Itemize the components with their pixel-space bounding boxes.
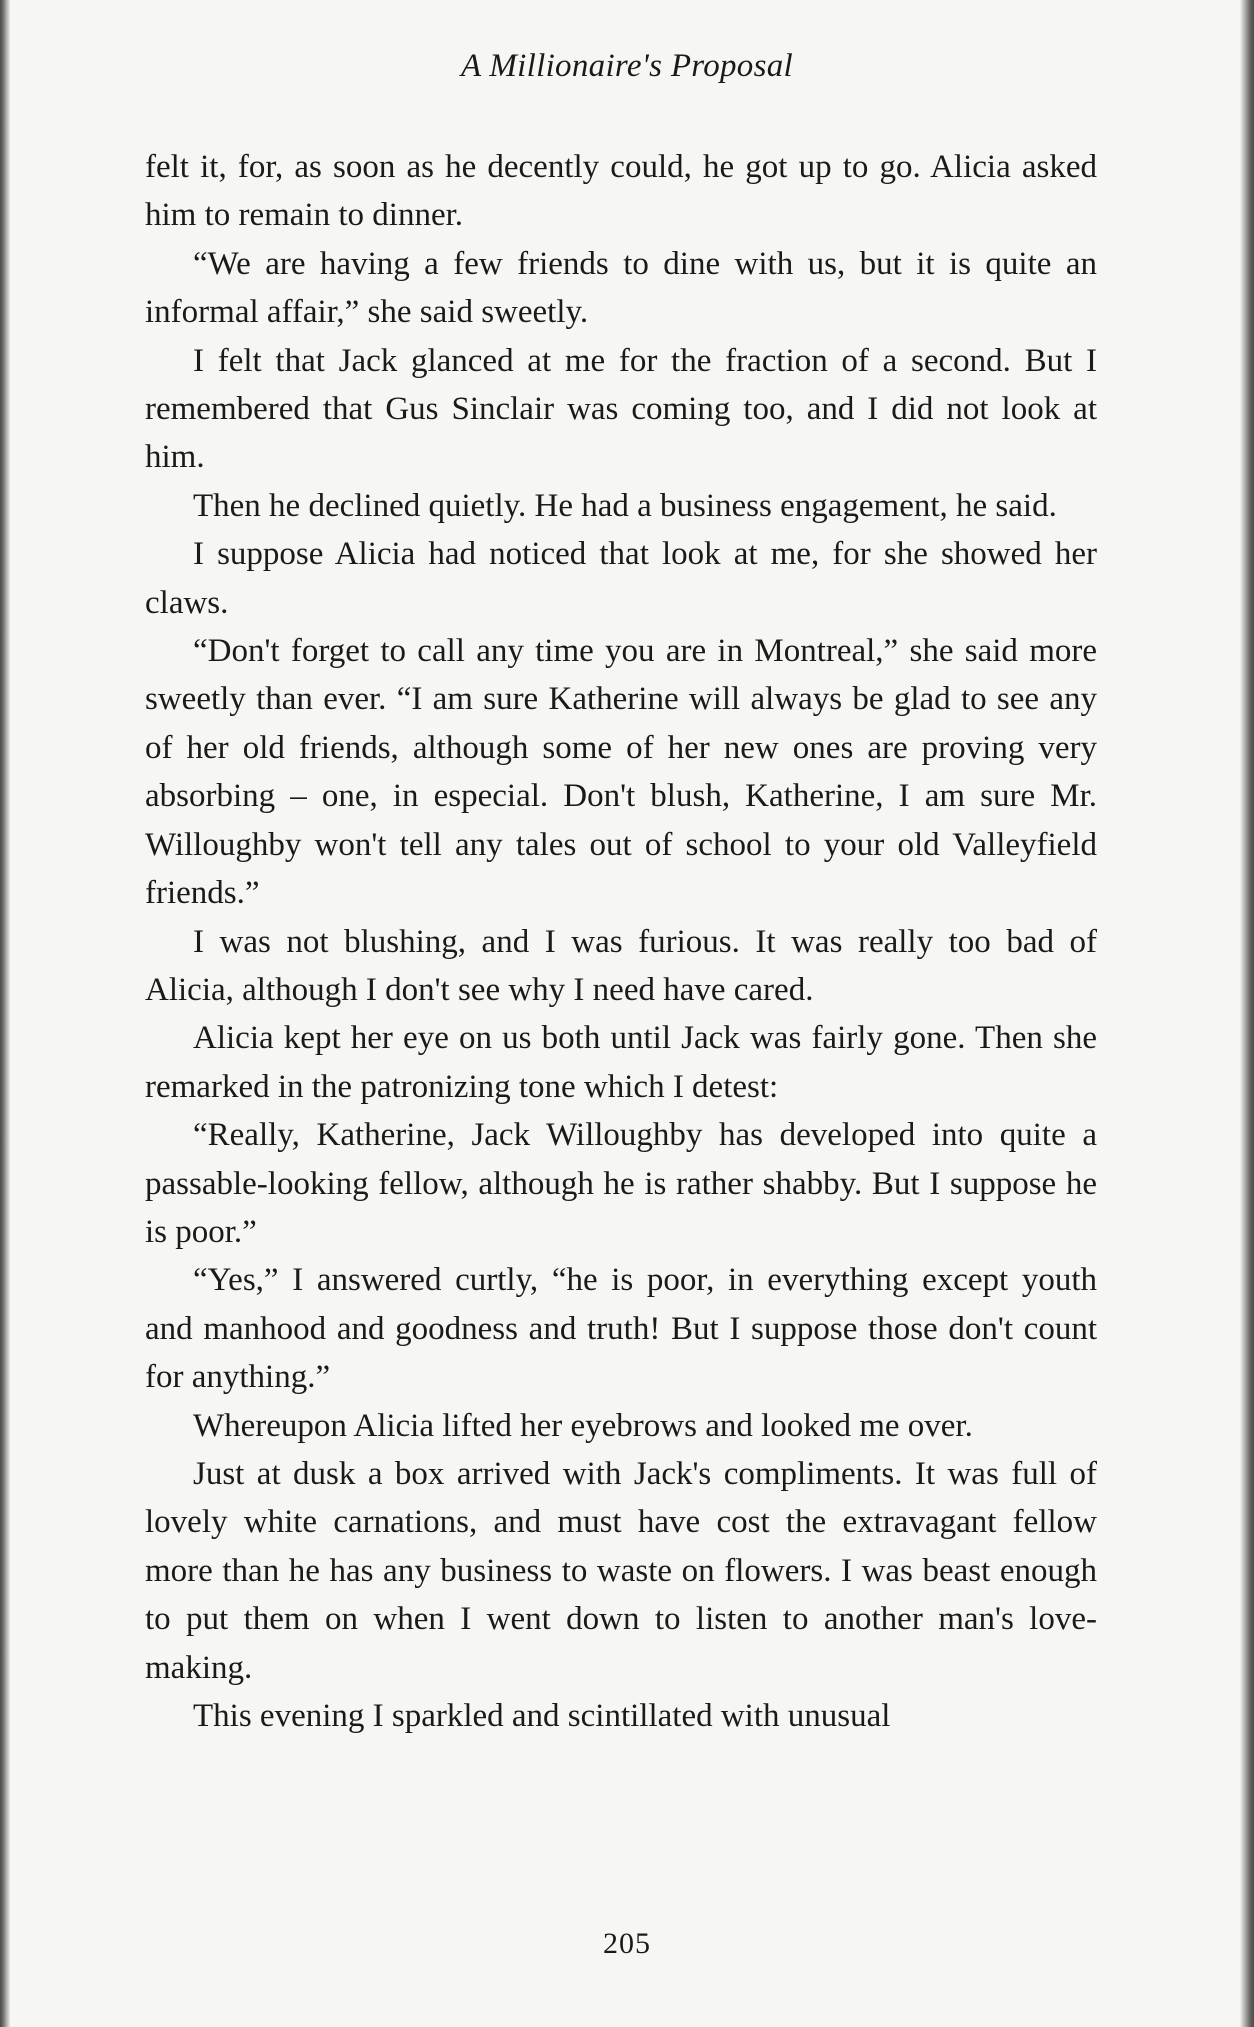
paragraph: Whereupon Alicia lifted her eyebrows and looked me over. — [193, 1407, 973, 1444]
page-edge-shadow — [1240, 0, 1254, 2027]
paragraph: “We are having a few friends to dine with us, but it is quite an informal affair,” she said sweetly. — [145, 245, 1097, 331]
page-gutter-shadow — [0, 0, 10, 2027]
paragraph: I felt that Jack glanced at me for the fraction of a second. But I remembered that Gus Sinclair was coming too, and I did not look at him. — [145, 342, 1097, 476]
paragraph: Then he declined quietly. He had a business engagement, he said. — [193, 487, 1057, 524]
body-text — [145, 143, 1097, 1740]
paragraph: Alicia kept her eye on us both until Jack was fairly gone. Then she remarked in the patronizing tone which I detest: — [145, 1020, 1097, 1105]
paragraph: “Really, Katherine, Jack Willoughby has developed into quite a passable-looking fellow, although he is rather shabby. But I suppose he is poor.” — [145, 1117, 1097, 1250]
paragraph: I was not blushing, and I was furious. It was really too bad of Alicia, although I don't see why I need have cared. — [145, 923, 1097, 1008]
paragraph: This evening I sparkled and scintillated with unusual — [193, 1698, 891, 1734]
paragraph: “Don't forget to call any time you are in Montreal,” she said more sweetly than ever. “I am sure Katherine will always be glad to see any of her old friends, although some of her new ones are proving very absorbing – one, in especial. Don't blush, Katherine, I am sure Mr. Willoughby won't tell any tales out of school to your old Valleyfield friends.” — [145, 633, 1097, 912]
page-number: 205 — [603, 1927, 651, 1960]
paragraph: I suppose Alicia had noticed that look at me, for she showed her claws. — [145, 536, 1097, 621]
running-head: A Millionaire's Proposal — [460, 48, 794, 84]
paragraph: felt it, for, as soon as he decently could, he got up to go. Alicia asked him to remain to dinner. — [145, 149, 1097, 234]
paragraph: “Yes,” I answered curtly, “he is poor, in everything except youth and manhood and goodness and truth! But I suppose those don't count for anything.” — [145, 1262, 1097, 1396]
paragraph: Just at dusk a box arrived with Jack's compliments. It was full of lovely white carnations, and must have cost the extravagant fellow more than he has any business to waste on flowers. I was beast enough to put them on when I went down to listen to another man's love-making. — [145, 1455, 1097, 1686]
